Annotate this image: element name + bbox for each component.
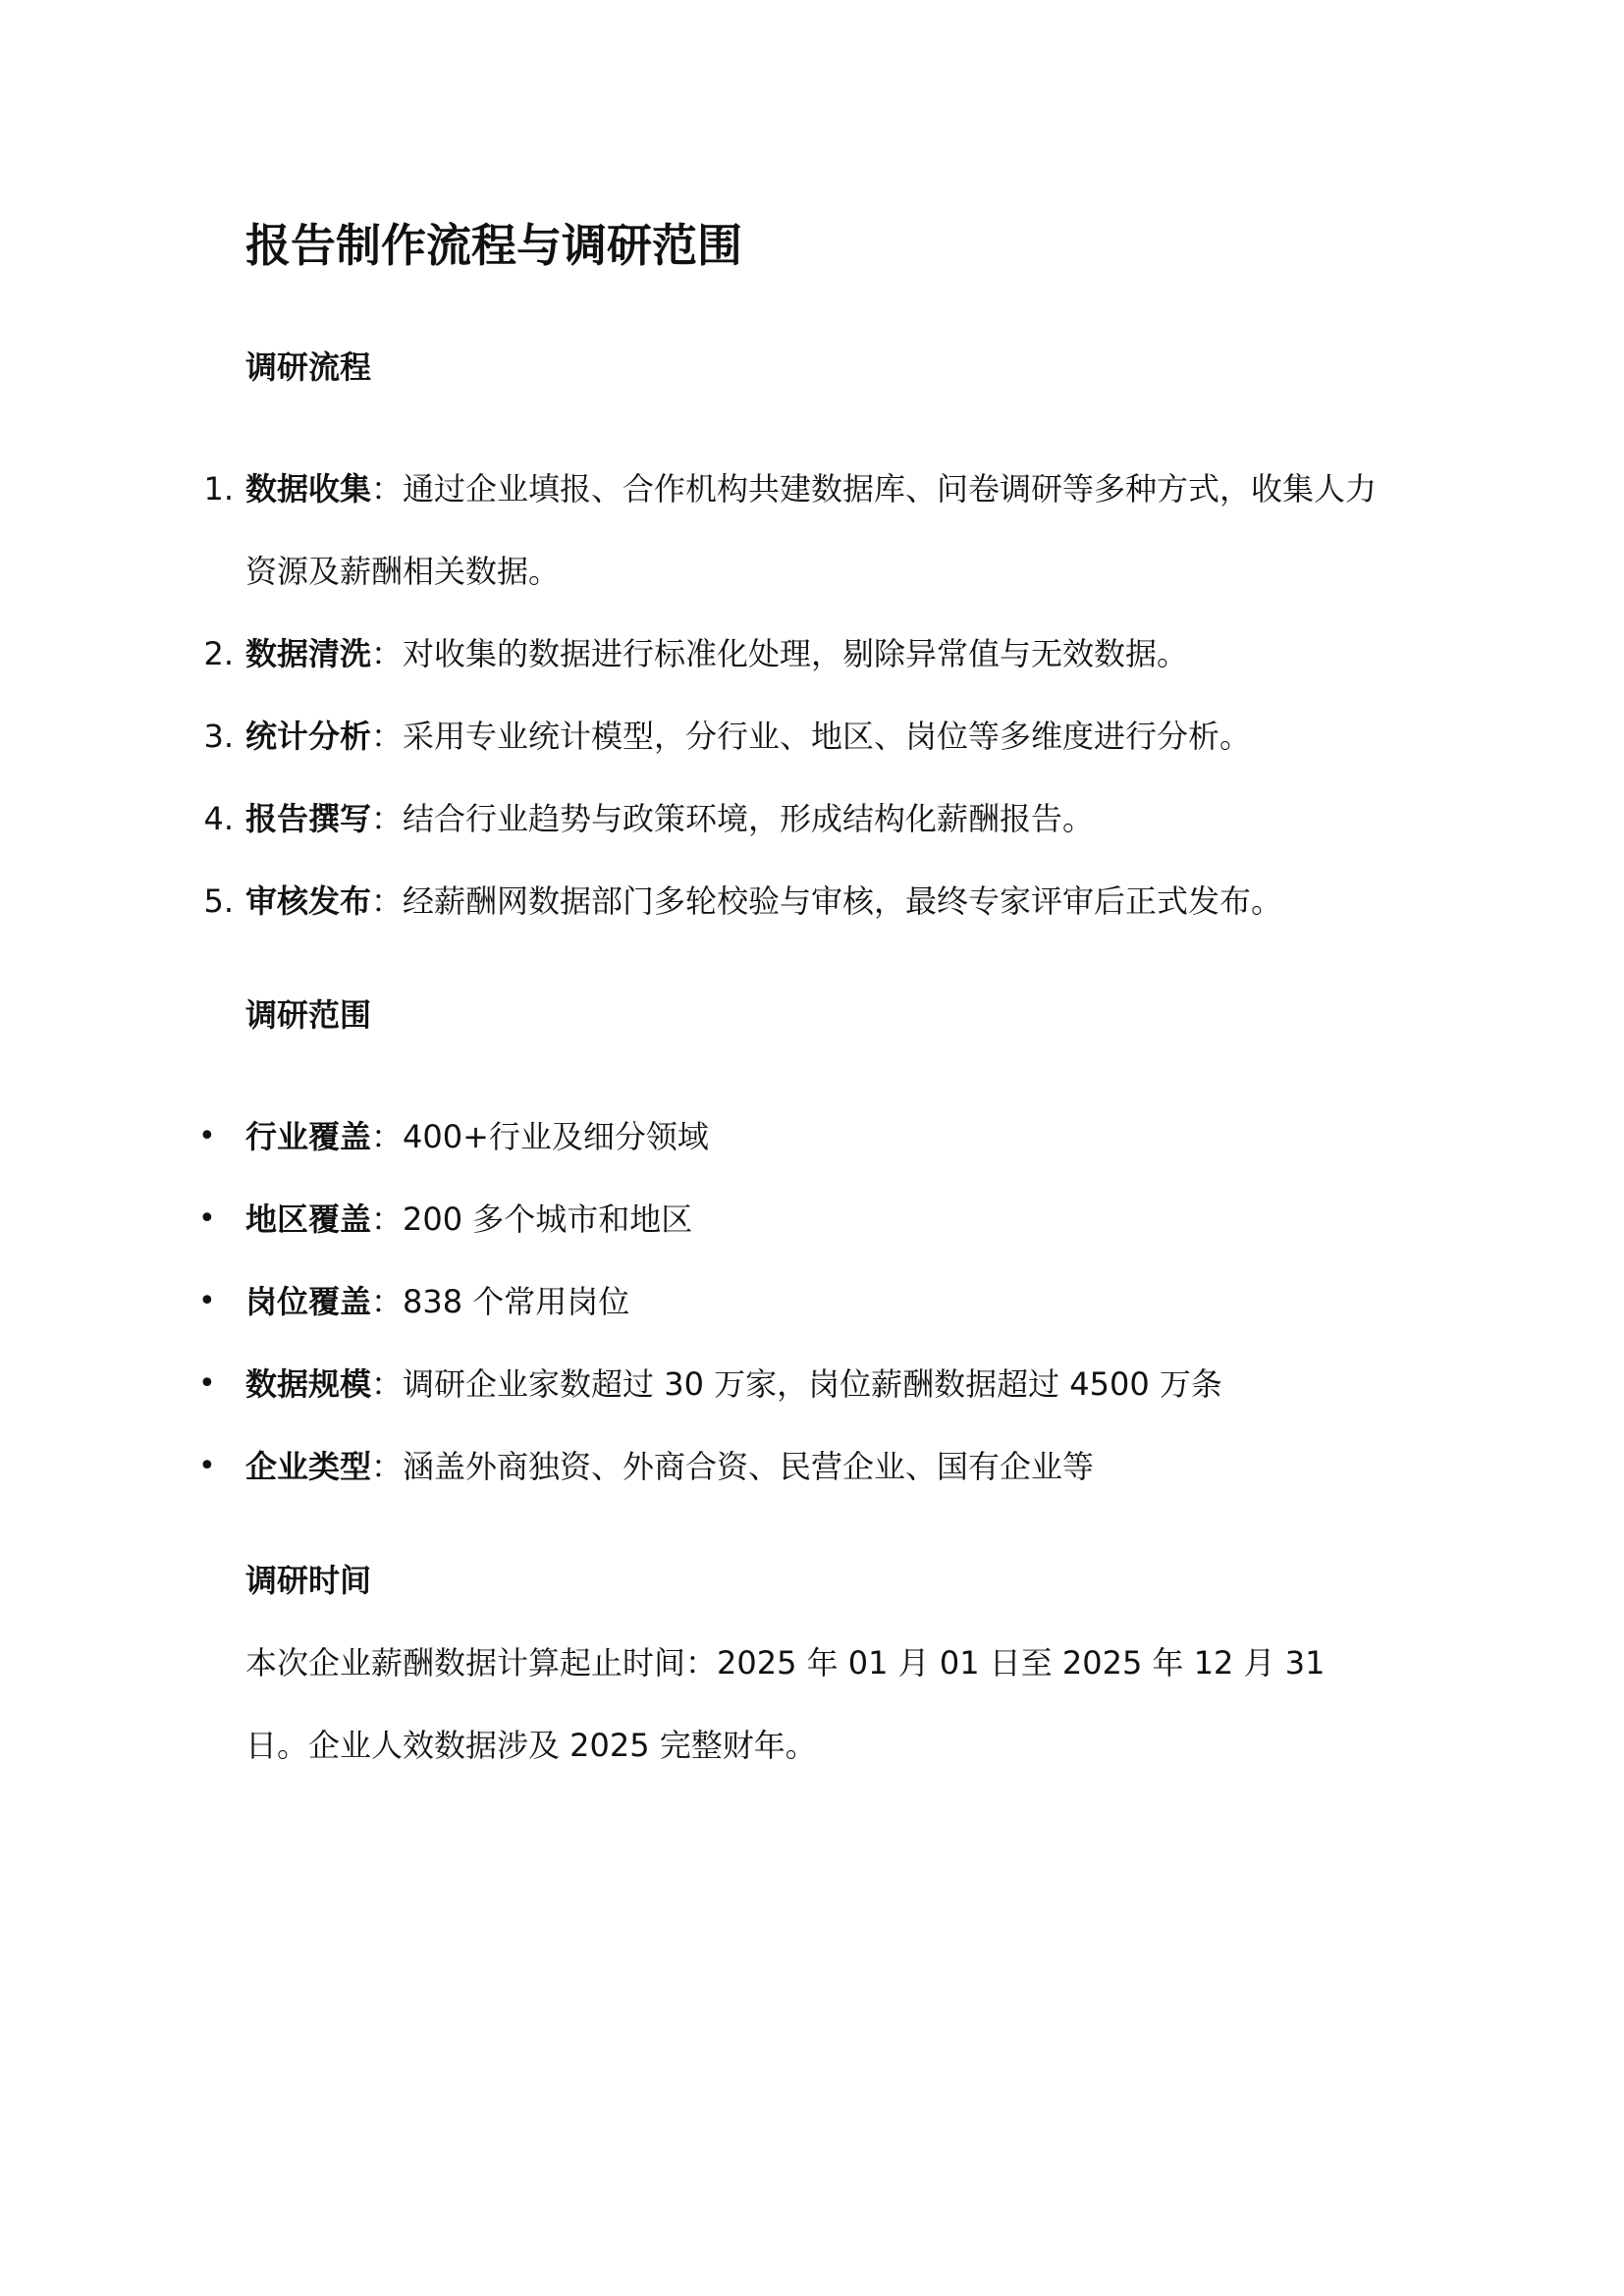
item-text: 200 多个城市和地区 <box>403 1201 693 1238</box>
item-term: 数据规模 <box>245 1365 372 1403</box>
section-heading-time: 调研时间 <box>245 1562 372 1599</box>
item-term: 报告撰写 <box>245 800 372 837</box>
item-term: 地区覆盖 <box>245 1201 372 1238</box>
process-item-2 <box>203 613 1394 695</box>
process-item-4 <box>203 777 1394 860</box>
bullet-icon: • <box>198 1119 216 1153</box>
list-number: 5. <box>203 882 234 920</box>
list-number: 3. <box>203 718 234 755</box>
section-heading-scope: 调研范围 <box>245 996 372 1034</box>
item-separator: ： <box>371 1283 404 1320</box>
item-term: 岗位覆盖 <box>245 1283 372 1320</box>
scope-item-4 <box>198 1343 1394 1425</box>
item-separator: ： <box>371 635 404 672</box>
item-text: 经薪酬网数据部门多轮校验与审核，最终专家评审后正式发布。 <box>403 882 1283 920</box>
item-term: 企业类型 <box>245 1448 372 1485</box>
section-heading-process: 调研流程 <box>245 348 372 386</box>
item-term: 行业覆盖 <box>245 1118 372 1155</box>
page-title: 报告制作流程与调研范围 <box>245 219 742 272</box>
process-item-5 <box>203 860 1394 942</box>
item-text: 调研企业家数超过 30 万家，岗位薪酬数据超过 4500 万条 <box>403 1365 1222 1403</box>
item-term: 审核发布 <box>245 882 372 920</box>
scope-item-2 <box>198 1178 1394 1260</box>
item-separator: ： <box>371 1201 404 1238</box>
scope-item-1 <box>198 1095 1394 1178</box>
scope-item-3 <box>198 1260 1394 1343</box>
item-term: 统计分析 <box>245 718 372 755</box>
item-term: 数据收集 <box>245 470 372 507</box>
bullet-icon: • <box>198 1284 216 1318</box>
item-text: 400+行业及细分领域 <box>403 1118 709 1155</box>
item-text: 对收集的数据进行标准化处理，剔除异常值与无效数据。 <box>403 635 1189 672</box>
bullet-icon: • <box>198 1449 216 1483</box>
item-text: 通过企业填报、合作机构共建数据库、问卷调研等多种方式，收集人力资源及薪酬相关数据。 <box>245 470 1378 590</box>
list-number: 1. <box>203 470 234 507</box>
scope-item-5 <box>198 1425 1394 1508</box>
item-separator: ： <box>371 882 404 920</box>
process-item-1 <box>203 448 1394 613</box>
item-text: 838 个常用岗位 <box>403 1283 630 1320</box>
item-separator: ： <box>371 718 404 755</box>
item-term: 数据清洗 <box>245 635 372 672</box>
time-paragraph: 本次企业薪酬数据计算起止时间：2025 年 01 月 01 日至 2025 年 12 月 31 日。企业人效数据涉及 2025 完整财年。 <box>245 1644 1326 1764</box>
item-separator: ： <box>371 800 404 837</box>
item-text: 采用专业统计模型，分行业、地区、岗位等多维度进行分析。 <box>403 718 1252 755</box>
item-separator: ： <box>371 470 404 507</box>
item-text: 涵盖外商独资、外商合资、民营企业、国有企业等 <box>403 1448 1095 1485</box>
item-separator: ： <box>371 1448 404 1485</box>
item-separator: ： <box>371 1365 404 1403</box>
bullet-icon: • <box>198 1201 216 1236</box>
list-number: 2. <box>203 635 234 672</box>
bullet-icon: • <box>198 1366 216 1401</box>
list-number: 4. <box>203 800 234 837</box>
process-item-3 <box>203 695 1394 777</box>
item-separator: ： <box>371 1118 404 1155</box>
item-text: 结合行业趋势与政策环境，形成结构化薪酬报告。 <box>403 800 1095 837</box>
